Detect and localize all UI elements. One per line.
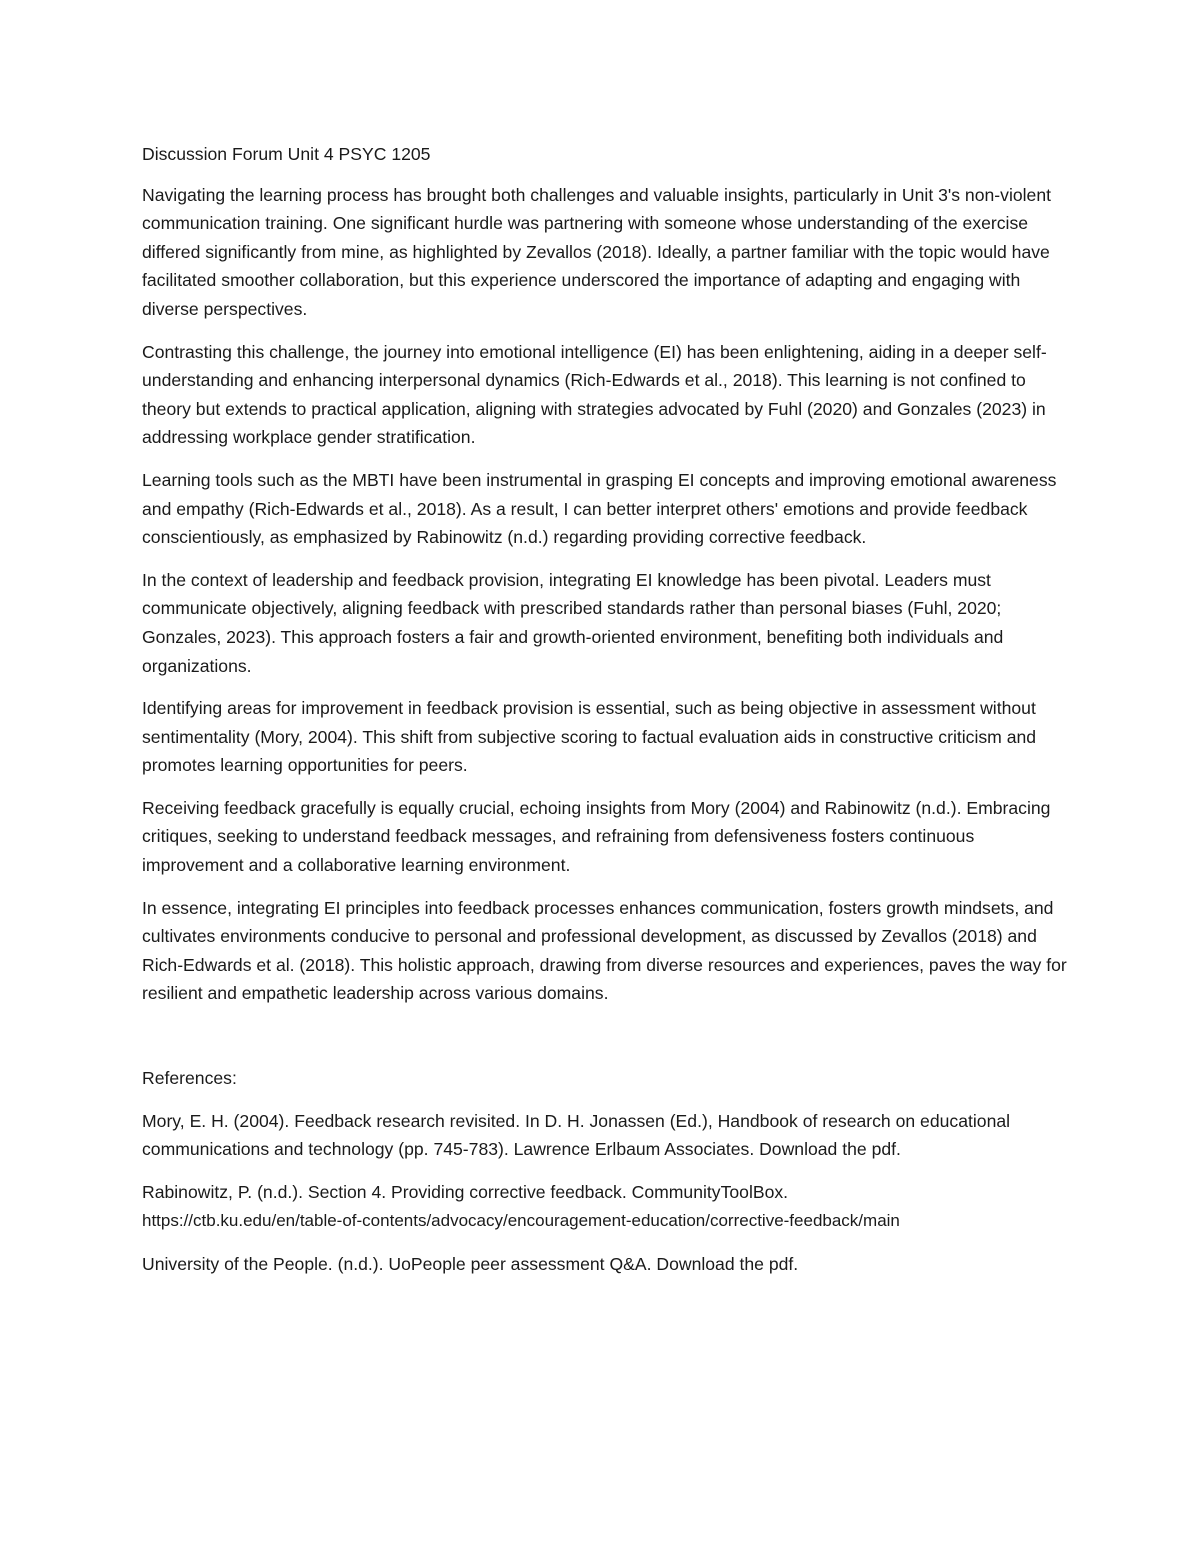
reference-uopeople: University of the People. (n.d.). UoPeople peer assessment Q&A. Download the pdf.	[142, 1254, 799, 1274]
paragraph-6: Receiving feedback gracefully is equally crucial, echoing insights from Mory (2004) and Rabinowitz (n.d.). Embracing critiques, seeking to understand feedback messages, and refraining from defensiveness fosters continuous improvement and a collaborative learning environment.	[142, 797, 1051, 876]
document-page	[142, 140, 1067, 1293]
reference-rabinowitz-url[interactable]: https://ctb.ku.edu/en/table-of-contents/advocacy/encouragement-education/corrective-feedback/main	[142, 1211, 900, 1231]
reference-rabinowitz-text: Rabinowitz, P. (n.d.). Section 4. Providing corrective feedback. CommunityToolBox.	[142, 1181, 789, 1202]
paragraph-3: Learning tools such as the MBTI have been instrumental in grasping EI concepts and improving emotional awareness and empathy (Rich-Edwards et al., 2018). As a result, I can better interpret others' emotions and provide feedback conscientiously, as emphasized by Rabinowitz (n.d.) regarding providing corrective feedback.	[142, 469, 1057, 548]
paragraph-1: Navigating the learning process has brought both challenges and valuable insights, particularly in Unit 3's non-violent communication training. One significant hurdle was partnering with someone whose understanding of the exercise differed significantly from mine, as highlighted by Zevallos (2018). Ideally, a partner familiar with the topic would have facilitated smoother collaboration, but this experience underscored the importance of adapting and engaging with diverse perspectives.	[142, 184, 1052, 319]
references-heading: References:	[142, 1068, 237, 1089]
paragraph-4: In the context of leadership and feedback provision, integrating EI knowledge has been pivotal. Leaders must communicate objectively, aligning feedback with prescribed standards rather than personal biases (Fuhl, 2020; Gonzales, 2023). This approach fosters a fair and growth-oriented environment, benefiting both individuals and organizations.	[142, 569, 1004, 676]
document-title: Discussion Forum Unit 4 PSYC 1205	[142, 144, 431, 164]
reference-rabinowitz	[142, 1178, 1067, 1236]
paragraph-2: Contrasting this challenge, the journey into emotional intelligence (EI) has been enlightening, aiding in a deeper self-understanding and enhancing interpersonal dynamics (Rich-Edwards et al., 2018). This learning is not confined to theory but extends to practical application, aligning with strategies advocated by Fuhl (2020) and Gonzales (2023) in addressing workplace gender stratification.	[142, 341, 1047, 448]
section-spacer	[142, 1022, 1067, 1064]
paragraph-5: Identifying areas for improvement in feedback provision is essential, such as being objective in assessment without sentimentality (Mory, 2004). This shift from subjective scoring to factual evaluation aids in constructive criticism and promotes learning opportunities for peers.	[142, 698, 1037, 776]
paragraph-7: In essence, integrating EI principles into feedback processes enhances communication, fosters growth mindsets, and cultivates environments conducive to personal and professional development, as discussed by Zevallos (2018) and Rich-Edwards et al. (2018). This holistic approach, drawing from diverse resources and experiences, paves the way for resilient and empathetic leadership across various domains.	[142, 897, 1067, 1004]
reference-mory: Mory, E. H. (2004). Feedback research revisited. In D. H. Jonassen (Ed.), Handbook of research on educational communications and technology (pp. 745-783). Lawrence Erlbaum Associates. Download the pdf.	[142, 1110, 1011, 1160]
